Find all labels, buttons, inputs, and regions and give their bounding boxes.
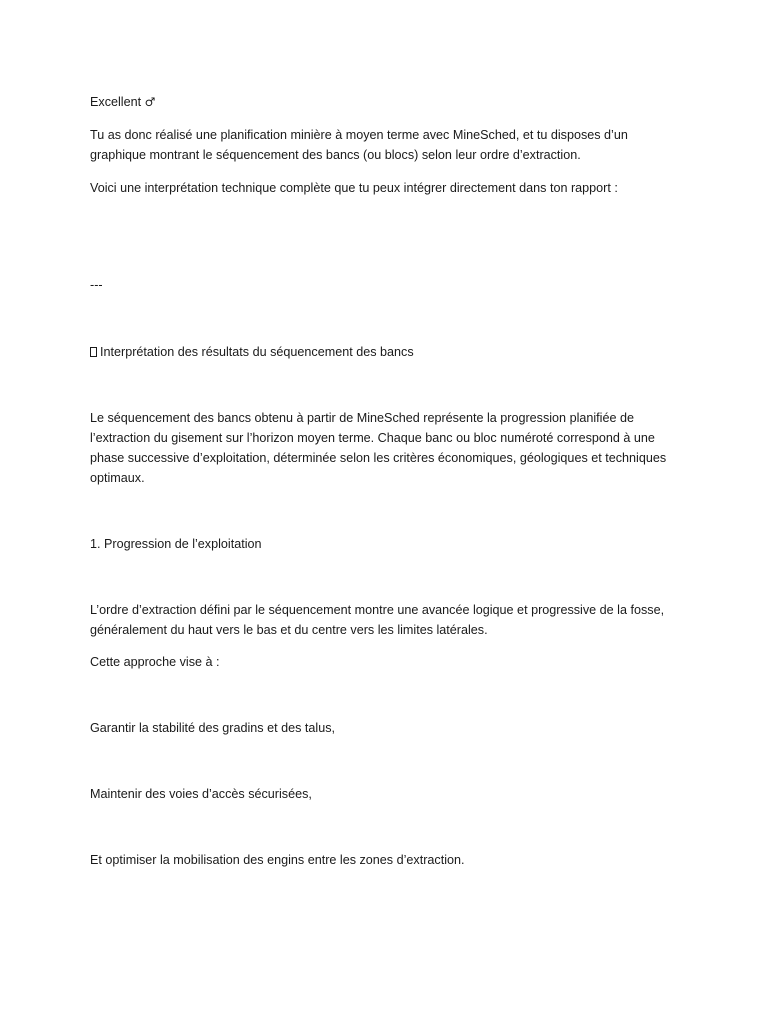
para1-line-4: optimaux.	[90, 471, 145, 485]
para1-line-1: Le séquencement des bancs obtenu à partir de MineSched représente la progression planifiée de	[90, 411, 634, 425]
male-sign-icon: ♂	[144, 95, 156, 109]
greeting-line	[90, 92, 690, 112]
greeting-text: Excellent	[90, 95, 142, 109]
para3: Cette approche vise à :	[90, 655, 220, 669]
list-item-1: Garantir la stabilité des gradins et des talus,	[90, 721, 336, 735]
intro-line-1: Tu as donc réalisé une planification minière à moyen terme avec MineSched, et tu disposes d’un	[90, 128, 628, 142]
section-title: Interprétation des résultats du séquencement des bancs	[100, 345, 414, 359]
missing-glyph-icon	[90, 347, 97, 357]
para2-line-2: généralement du haut vers le bas et du centre vers les limites latérales.	[90, 623, 488, 637]
section-title-line	[90, 342, 690, 362]
list-item-2: Maintenir des voies d’accès sécurisées,	[90, 787, 312, 801]
heading-1: 1. Progression de l’exploitation	[90, 537, 262, 551]
intro-line-3: Voici une interprétation technique complète que tu peux intégrer directement dans ton rapport :	[90, 181, 618, 195]
intro-line-2: graphique montrant le séquencement des bancs (ou blocs) selon leur ordre d’extraction.	[90, 148, 581, 162]
separator: ---	[90, 278, 103, 292]
para2-line-1: L’ordre d’extraction défini par le séquencement montre une avancée logique et progressive de la fosse,	[90, 603, 665, 617]
list-item-3: Et optimiser la mobilisation des engins entre les zones d’extraction.	[90, 853, 465, 867]
para1-line-3: phase successive d’exploitation, déterminée selon les critères économiques, géologiques et techniques	[90, 451, 667, 465]
para1-line-2: l’extraction du gisement sur l’horizon moyen terme. Chaque banc ou bloc numéroté correspond à une	[90, 431, 655, 445]
